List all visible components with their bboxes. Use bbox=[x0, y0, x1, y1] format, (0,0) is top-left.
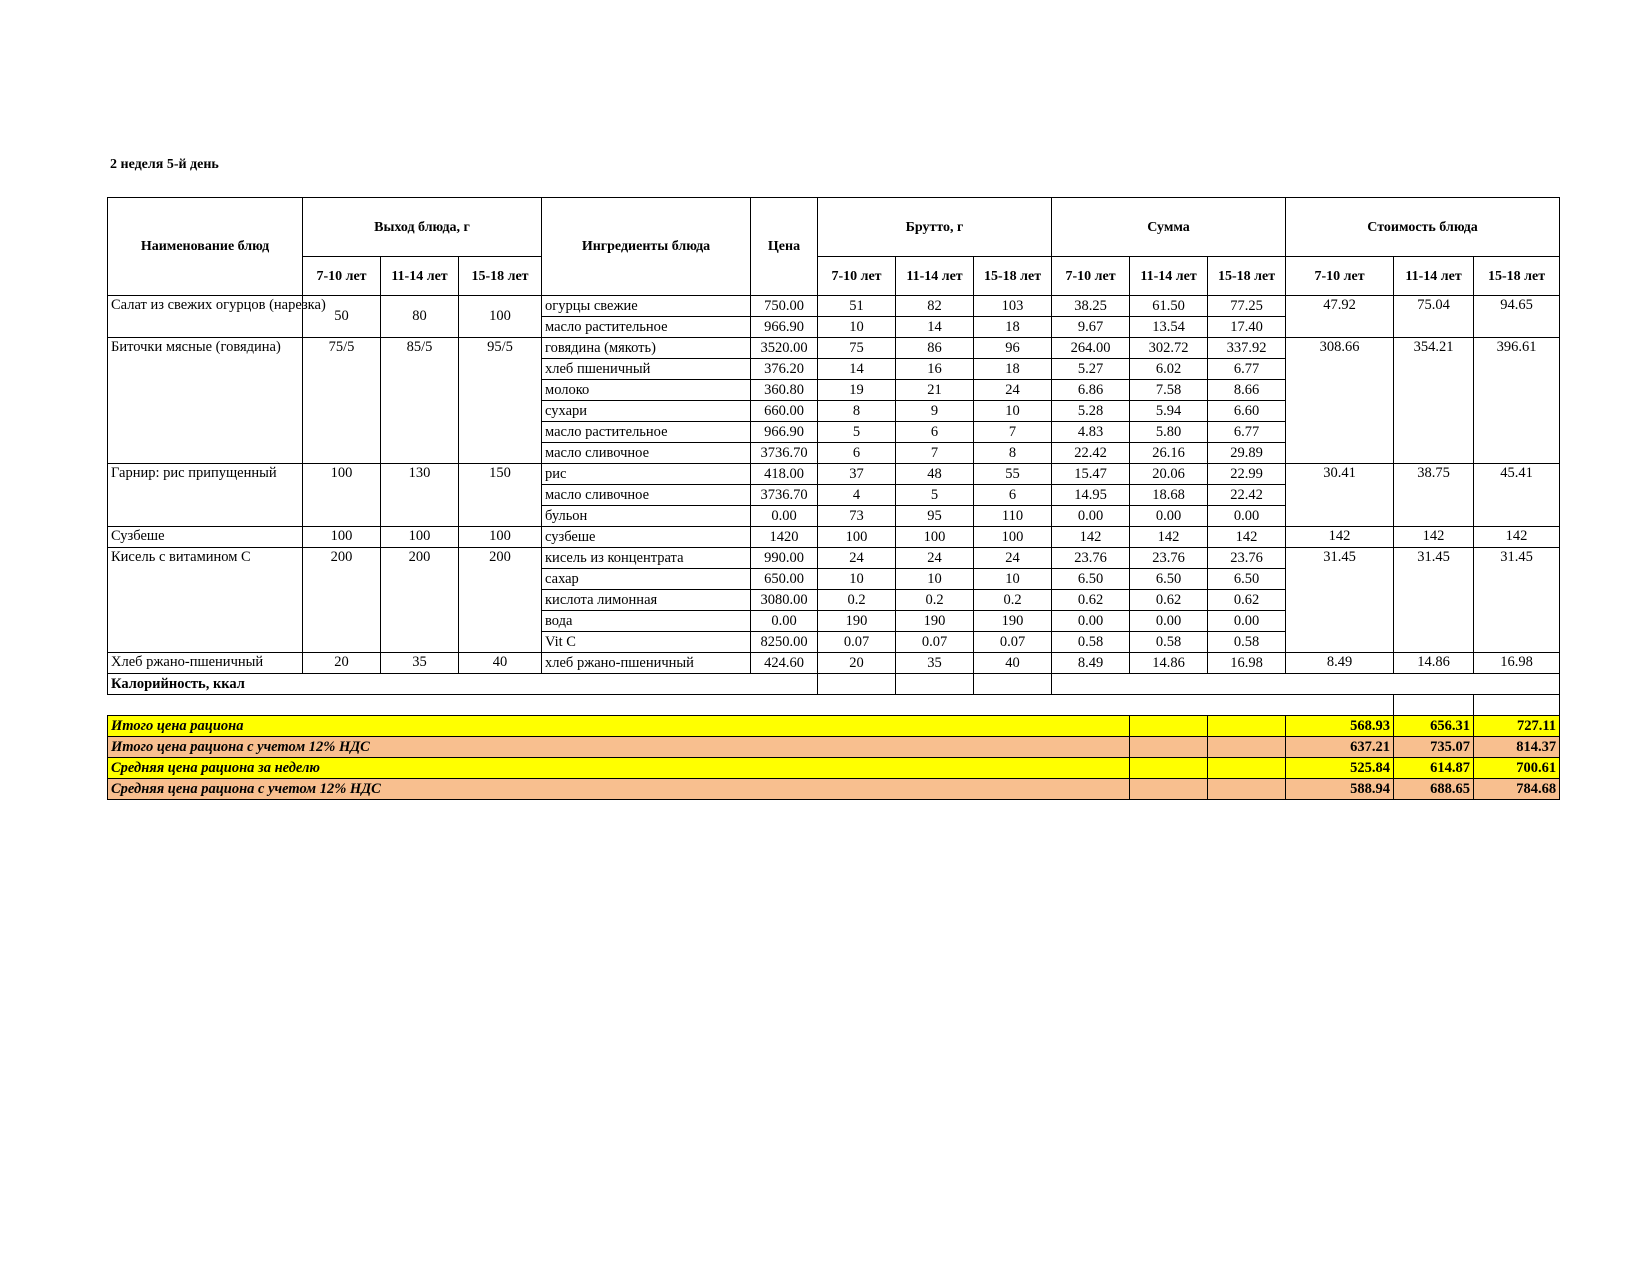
ingredient-sum: 9.67 bbox=[1052, 317, 1130, 338]
dish-yield: 35 bbox=[381, 653, 459, 674]
dish-cost: 47.92 bbox=[1286, 296, 1394, 338]
ingredient-sum: 29.89 bbox=[1208, 443, 1286, 464]
ingredient-price: 966.90 bbox=[751, 317, 818, 338]
ingredient-gross: 9 bbox=[896, 401, 974, 422]
header-age: 11-14 лет bbox=[381, 257, 459, 296]
summary-label: Средняя цена рациона с учетом 12% НДС bbox=[108, 779, 1130, 800]
ingredient-gross: 18 bbox=[974, 317, 1052, 338]
ingredient-sum: 5.80 bbox=[1130, 422, 1208, 443]
empty-cell bbox=[1130, 716, 1208, 737]
ingredient-sum: 0.00 bbox=[1052, 506, 1130, 527]
dish-yield: 100 bbox=[459, 527, 542, 548]
dish-yield: 50 bbox=[303, 296, 381, 338]
ingredient-price: 376.20 bbox=[751, 359, 818, 380]
dish-cost: 38.75 bbox=[1394, 464, 1474, 527]
summary-value: 588.94 bbox=[1286, 779, 1394, 800]
ingredient-sum: 142 bbox=[1130, 527, 1208, 548]
dish-cost: 30.41 bbox=[1286, 464, 1394, 527]
dish-yield: 85/5 bbox=[381, 338, 459, 464]
summary-label: Средняя цена рациона за неделю bbox=[108, 758, 1130, 779]
ingredient-price: 3520.00 bbox=[751, 338, 818, 359]
summary-value: 568.93 bbox=[1286, 716, 1394, 737]
table-row bbox=[108, 464, 1560, 485]
dish-yield: 200 bbox=[381, 548, 459, 653]
ingredient-gross: 6 bbox=[896, 422, 974, 443]
ingredient-name: кислота лимонная bbox=[542, 590, 751, 611]
ingredient-gross: 18 bbox=[974, 359, 1052, 380]
header-yield: Выход блюда, г bbox=[303, 198, 542, 257]
dish-yield: 100 bbox=[303, 464, 381, 527]
ingredient-sum: 13.54 bbox=[1130, 317, 1208, 338]
summary-value: 614.87 bbox=[1394, 758, 1474, 779]
dish-cost: 31.45 bbox=[1474, 548, 1560, 653]
ingredient-sum: 0.58 bbox=[1130, 632, 1208, 653]
summary-value: 784.68 bbox=[1474, 779, 1560, 800]
ingredient-gross: 110 bbox=[974, 506, 1052, 527]
dish-name: Сузбеше bbox=[108, 527, 303, 548]
ingredient-gross: 51 bbox=[818, 296, 896, 317]
ingredient-gross: 40 bbox=[974, 653, 1052, 674]
dish-cost: 14.86 bbox=[1394, 653, 1474, 674]
ingredient-gross: 95 bbox=[896, 506, 974, 527]
summary-row bbox=[108, 758, 1560, 779]
ingredient-gross: 0.2 bbox=[818, 590, 896, 611]
spacer-row bbox=[108, 695, 1560, 716]
header-age: 7-10 лет bbox=[303, 257, 381, 296]
header-age: 7-10 лет bbox=[1052, 257, 1130, 296]
ingredient-sum: 0.00 bbox=[1208, 611, 1286, 632]
ingredient-gross: 7 bbox=[974, 422, 1052, 443]
ingredient-gross: 48 bbox=[896, 464, 974, 485]
ingredient-gross: 100 bbox=[974, 527, 1052, 548]
ingredient-gross: 0.2 bbox=[896, 590, 974, 611]
dish-cost: 142 bbox=[1394, 527, 1474, 548]
ingredient-price: 990.00 bbox=[751, 548, 818, 569]
ingredient-sum: 23.76 bbox=[1130, 548, 1208, 569]
ingredient-gross: 100 bbox=[896, 527, 974, 548]
summary-value: 727.11 bbox=[1474, 716, 1560, 737]
dish-cost: 75.04 bbox=[1394, 296, 1474, 338]
ingredient-sum: 61.50 bbox=[1130, 296, 1208, 317]
ingredient-gross: 14 bbox=[818, 359, 896, 380]
ingredient-sum: 0.00 bbox=[1052, 611, 1130, 632]
ingredient-sum: 0.62 bbox=[1130, 590, 1208, 611]
header-sum: Сумма bbox=[1052, 198, 1286, 257]
summary-value: 656.31 bbox=[1394, 716, 1474, 737]
dish-name: Биточки мясные (говядина) bbox=[108, 338, 303, 464]
ingredient-gross: 24 bbox=[818, 548, 896, 569]
dish-cost: 45.41 bbox=[1474, 464, 1560, 527]
dish-cost: 31.45 bbox=[1394, 548, 1474, 653]
ingredient-sum: 22.99 bbox=[1208, 464, 1286, 485]
ingredient-gross: 14 bbox=[896, 317, 974, 338]
ingredient-sum: 4.83 bbox=[1052, 422, 1130, 443]
ingredient-sum: 264.00 bbox=[1052, 338, 1130, 359]
summary-label: Итого цена рациона с учетом 12% НДС bbox=[108, 737, 1130, 758]
ingredient-name: масло растительное bbox=[542, 317, 751, 338]
ingredient-gross: 10 bbox=[818, 569, 896, 590]
ingredient-sum: 38.25 bbox=[1052, 296, 1130, 317]
summary-row bbox=[108, 779, 1560, 800]
ingredient-gross: 0.2 bbox=[974, 590, 1052, 611]
empty-cell bbox=[818, 674, 896, 695]
menu-table bbox=[107, 197, 1560, 800]
ingredient-sum: 23.76 bbox=[1208, 548, 1286, 569]
ingredient-gross: 103 bbox=[974, 296, 1052, 317]
dish-name: Хлеб ржано-пшеничный bbox=[108, 653, 303, 674]
ingredient-sum: 23.76 bbox=[1052, 548, 1130, 569]
ingredient-sum: 17.40 bbox=[1208, 317, 1286, 338]
header-dish-name: Наименование блюд bbox=[108, 198, 303, 296]
table-row bbox=[108, 527, 1560, 548]
ingredient-sum: 18.68 bbox=[1130, 485, 1208, 506]
ingredient-gross: 24 bbox=[896, 548, 974, 569]
empty-cell bbox=[1208, 716, 1286, 737]
empty-cell bbox=[1208, 758, 1286, 779]
ingredient-sum: 337.92 bbox=[1208, 338, 1286, 359]
ingredient-gross: 0.07 bbox=[896, 632, 974, 653]
dish-yield: 80 bbox=[381, 296, 459, 338]
ingredient-name: масло сливочное bbox=[542, 443, 751, 464]
ingredient-gross: 10 bbox=[896, 569, 974, 590]
ingredient-sum: 302.72 bbox=[1130, 338, 1208, 359]
ingredient-price: 660.00 bbox=[751, 401, 818, 422]
ingredient-sum: 0.58 bbox=[1052, 632, 1130, 653]
dish-yield: 100 bbox=[459, 296, 542, 338]
dish-cost: 94.65 bbox=[1474, 296, 1560, 338]
dish-cost: 142 bbox=[1286, 527, 1394, 548]
ingredient-sum: 5.28 bbox=[1052, 401, 1130, 422]
ingredient-name: хлеб ржано-пшеничный bbox=[542, 653, 751, 674]
header-gross: Брутто, г bbox=[818, 198, 1052, 257]
ingredient-gross: 10 bbox=[818, 317, 896, 338]
ingredient-price: 650.00 bbox=[751, 569, 818, 590]
ingredient-price: 8250.00 bbox=[751, 632, 818, 653]
summary-value: 525.84 bbox=[1286, 758, 1394, 779]
ingredient-sum: 6.50 bbox=[1208, 569, 1286, 590]
ingredient-name: сухари bbox=[542, 401, 751, 422]
summary-label: Итого цена рациона bbox=[108, 716, 1130, 737]
ingredient-gross: 75 bbox=[818, 338, 896, 359]
dish-yield: 100 bbox=[381, 527, 459, 548]
ingredient-gross: 0.07 bbox=[974, 632, 1052, 653]
ingredient-sum: 22.42 bbox=[1208, 485, 1286, 506]
dish-yield: 130 bbox=[381, 464, 459, 527]
ingredient-name: молоко bbox=[542, 380, 751, 401]
ingredient-name: Vit C bbox=[542, 632, 751, 653]
ingredient-sum: 5.27 bbox=[1052, 359, 1130, 380]
header-age: 11-14 лет bbox=[1394, 257, 1474, 296]
header-age: 7-10 лет bbox=[1286, 257, 1394, 296]
ingredient-name: рис bbox=[542, 464, 751, 485]
ingredient-sum: 6.50 bbox=[1052, 569, 1130, 590]
dish-cost: 142 bbox=[1474, 527, 1560, 548]
ingredient-sum: 0.62 bbox=[1208, 590, 1286, 611]
ingredient-price: 1420 bbox=[751, 527, 818, 548]
ingredient-gross: 7 bbox=[896, 443, 974, 464]
ingredient-gross: 10 bbox=[974, 401, 1052, 422]
empty-cell bbox=[1130, 779, 1208, 800]
dish-yield: 95/5 bbox=[459, 338, 542, 464]
ingredient-gross: 19 bbox=[818, 380, 896, 401]
empty-cell bbox=[1052, 674, 1560, 695]
ingredient-gross: 5 bbox=[896, 485, 974, 506]
ingredient-sum: 14.86 bbox=[1130, 653, 1208, 674]
ingredient-sum: 77.25 bbox=[1208, 296, 1286, 317]
ingredient-gross: 37 bbox=[818, 464, 896, 485]
summary-value: 700.61 bbox=[1474, 758, 1560, 779]
ingredient-gross: 55 bbox=[974, 464, 1052, 485]
ingredient-name: масло растительное bbox=[542, 422, 751, 443]
ingredient-gross: 24 bbox=[974, 548, 1052, 569]
header-ingredients: Ингредиенты блюда bbox=[542, 198, 751, 296]
ingredient-sum: 6.86 bbox=[1052, 380, 1130, 401]
ingredient-price: 424.60 bbox=[751, 653, 818, 674]
header-age: 11-14 лет bbox=[1130, 257, 1208, 296]
ingredient-price: 3080.00 bbox=[751, 590, 818, 611]
dish-cost: 31.45 bbox=[1286, 548, 1394, 653]
ingredient-sum: 16.98 bbox=[1208, 653, 1286, 674]
header-age: 15-18 лет bbox=[1208, 257, 1286, 296]
empty-cell bbox=[974, 674, 1052, 695]
ingredient-sum: 6.50 bbox=[1130, 569, 1208, 590]
header-cost: Стоимость блюда bbox=[1286, 198, 1560, 257]
ingredient-sum: 7.58 bbox=[1130, 380, 1208, 401]
dish-name: Салат из свежих огурцов (нарезка) bbox=[108, 296, 303, 338]
ingredient-price: 750.00 bbox=[751, 296, 818, 317]
ingredient-price: 0.00 bbox=[751, 506, 818, 527]
ingredient-gross: 190 bbox=[896, 611, 974, 632]
ingredient-sum: 26.16 bbox=[1130, 443, 1208, 464]
dish-name: Кисель с витамином С bbox=[108, 548, 303, 653]
empty-cell bbox=[1130, 737, 1208, 758]
ingredient-gross: 190 bbox=[818, 611, 896, 632]
ingredient-gross: 100 bbox=[818, 527, 896, 548]
calories-label: Калорийность, ккал bbox=[108, 674, 818, 695]
ingredient-sum: 0.00 bbox=[1130, 611, 1208, 632]
ingredient-name: сузбеше bbox=[542, 527, 751, 548]
header-age: 7-10 лет bbox=[818, 257, 896, 296]
ingredient-gross: 21 bbox=[896, 380, 974, 401]
ingredient-sum: 20.06 bbox=[1130, 464, 1208, 485]
ingredient-gross: 20 bbox=[818, 653, 896, 674]
dish-cost: 354.21 bbox=[1394, 338, 1474, 464]
empty-cell bbox=[1394, 695, 1474, 716]
ingredient-gross: 96 bbox=[974, 338, 1052, 359]
empty-cell bbox=[1474, 695, 1560, 716]
ingredient-name: говядина (мякоть) bbox=[542, 338, 751, 359]
header-age: 15-18 лет bbox=[459, 257, 542, 296]
ingredient-sum: 6.02 bbox=[1130, 359, 1208, 380]
ingredient-name: бульон bbox=[542, 506, 751, 527]
ingredient-gross: 73 bbox=[818, 506, 896, 527]
table-row bbox=[108, 653, 1560, 674]
dish-yield: 40 bbox=[459, 653, 542, 674]
ingredient-gross: 4 bbox=[818, 485, 896, 506]
header-age: 15-18 лет bbox=[1474, 257, 1560, 296]
table-row bbox=[108, 338, 1560, 359]
summary-value: 814.37 bbox=[1474, 737, 1560, 758]
empty-cell bbox=[896, 674, 974, 695]
summary-value: 637.21 bbox=[1286, 737, 1394, 758]
ingredient-sum: 0.58 bbox=[1208, 632, 1286, 653]
ingredient-name: вода bbox=[542, 611, 751, 632]
ingredient-gross: 0.07 bbox=[818, 632, 896, 653]
ingredient-price: 360.80 bbox=[751, 380, 818, 401]
ingredient-name: сахар bbox=[542, 569, 751, 590]
header-age: 15-18 лет bbox=[974, 257, 1052, 296]
ingredient-sum: 0.00 bbox=[1208, 506, 1286, 527]
dish-yield: 200 bbox=[303, 548, 381, 653]
dish-yield: 100 bbox=[303, 527, 381, 548]
summary-value: 688.65 bbox=[1394, 779, 1474, 800]
ingredient-price: 3736.70 bbox=[751, 485, 818, 506]
ingredient-price: 966.90 bbox=[751, 422, 818, 443]
ingredient-name: огурцы свежие bbox=[542, 296, 751, 317]
dish-cost: 308.66 bbox=[1286, 338, 1394, 464]
empty-cell bbox=[1130, 758, 1208, 779]
table-row bbox=[108, 548, 1560, 569]
summary-row bbox=[108, 737, 1560, 758]
dish-yield: 75/5 bbox=[303, 338, 381, 464]
ingredient-name: масло сливочное bbox=[542, 485, 751, 506]
ingredient-sum: 15.47 bbox=[1052, 464, 1130, 485]
page-title: 2 неделя 5-й день bbox=[110, 157, 219, 172]
dish-yield: 200 bbox=[459, 548, 542, 653]
ingredient-sum: 6.77 bbox=[1208, 359, 1286, 380]
dish-cost: 16.98 bbox=[1474, 653, 1560, 674]
ingredient-gross: 8 bbox=[974, 443, 1052, 464]
ingredient-sum: 142 bbox=[1052, 527, 1130, 548]
ingredient-sum: 22.42 bbox=[1052, 443, 1130, 464]
dish-yield: 150 bbox=[459, 464, 542, 527]
dish-name: Гарнир: рис припущенный bbox=[108, 464, 303, 527]
ingredient-name: кисель из концентрата bbox=[542, 548, 751, 569]
ingredient-gross: 190 bbox=[974, 611, 1052, 632]
dish-yield: 20 bbox=[303, 653, 381, 674]
dish-cost: 8.49 bbox=[1286, 653, 1394, 674]
ingredient-sum: 8.66 bbox=[1208, 380, 1286, 401]
ingredient-gross: 6 bbox=[818, 443, 896, 464]
ingredient-gross: 16 bbox=[896, 359, 974, 380]
ingredient-sum: 0.00 bbox=[1130, 506, 1208, 527]
ingredient-gross: 6 bbox=[974, 485, 1052, 506]
ingredient-sum: 14.95 bbox=[1052, 485, 1130, 506]
calories-row bbox=[108, 674, 1560, 695]
ingredient-price: 3736.70 bbox=[751, 443, 818, 464]
ingredient-gross: 10 bbox=[974, 569, 1052, 590]
summary-value: 735.07 bbox=[1394, 737, 1474, 758]
ingredient-sum: 142 bbox=[1208, 527, 1286, 548]
dish-cost: 396.61 bbox=[1474, 338, 1560, 464]
header-price: Цена bbox=[751, 198, 818, 296]
ingredient-sum: 5.94 bbox=[1130, 401, 1208, 422]
ingredient-gross: 35 bbox=[896, 653, 974, 674]
ingredient-sum: 6.77 bbox=[1208, 422, 1286, 443]
table-row bbox=[108, 296, 1560, 317]
ingredient-price: 0.00 bbox=[751, 611, 818, 632]
ingredient-gross: 82 bbox=[896, 296, 974, 317]
ingredient-gross: 86 bbox=[896, 338, 974, 359]
ingredient-name: хлеб пшеничный bbox=[542, 359, 751, 380]
ingredient-gross: 8 bbox=[818, 401, 896, 422]
empty-cell bbox=[1208, 737, 1286, 758]
ingredient-sum: 8.49 bbox=[1052, 653, 1130, 674]
empty-cell bbox=[108, 695, 1394, 716]
empty-cell bbox=[1208, 779, 1286, 800]
ingredient-sum: 6.60 bbox=[1208, 401, 1286, 422]
ingredient-sum: 0.62 bbox=[1052, 590, 1130, 611]
header-age: 11-14 лет bbox=[896, 257, 974, 296]
ingredient-gross: 5 bbox=[818, 422, 896, 443]
summary-row bbox=[108, 716, 1560, 737]
ingredient-price: 418.00 bbox=[751, 464, 818, 485]
ingredient-gross: 24 bbox=[974, 380, 1052, 401]
